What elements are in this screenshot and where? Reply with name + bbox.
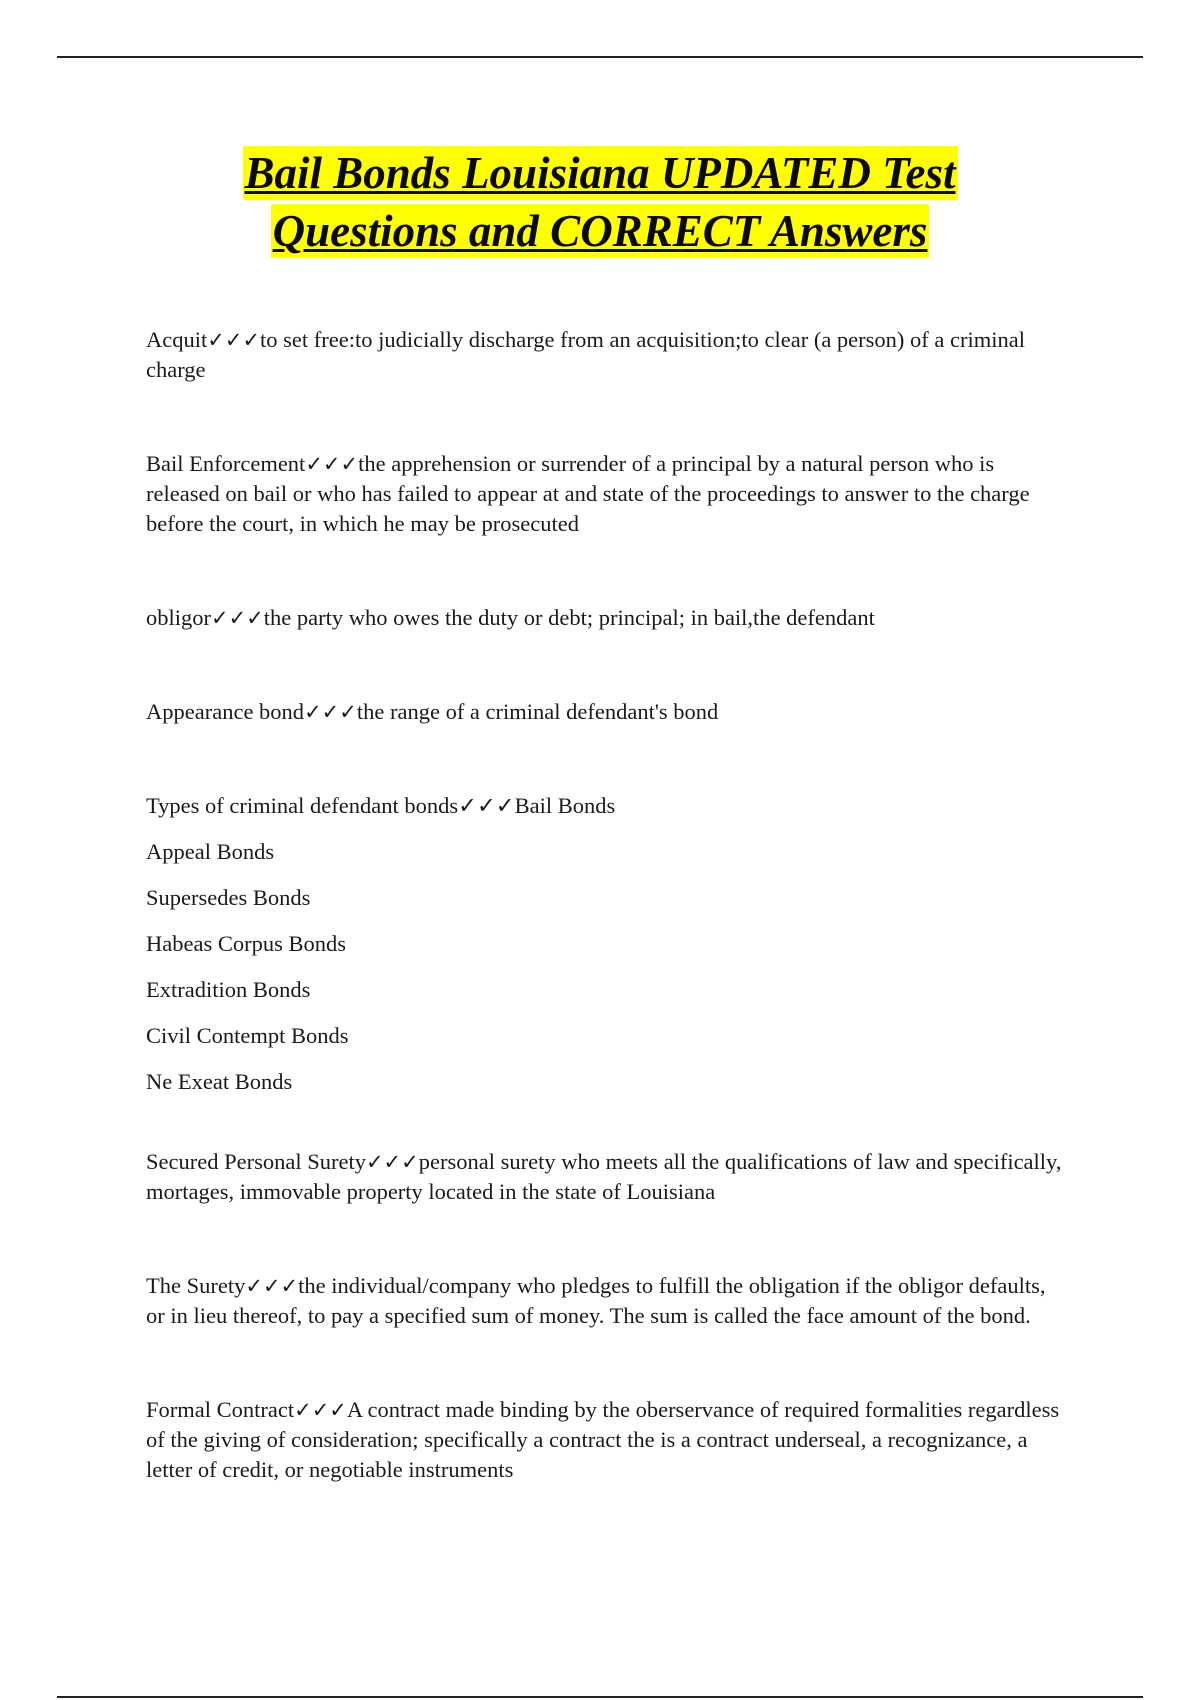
entry-term: Appearance bond — [146, 699, 305, 724]
check-marks-icon: ✓✓✓ — [294, 1398, 347, 1422]
entry-definition: to set free:to judicially discharge from an acquisition;to clear (a person) of a criminal charge — [146, 327, 1025, 382]
check-marks-icon: ✓✓✓ — [458, 793, 515, 818]
bottom-rule — [57, 1696, 1143, 1698]
list-item: Ne Exeat Bonds — [146, 1069, 293, 1094]
entry-formal-contract — [146, 1395, 1066, 1485]
entry-term: obligor — [146, 605, 211, 630]
entry-definition: the apprehension or surrender of a principal by a natural person who is released on bail or who has failed to appear at and state of the proceedings to answer to the charge before the court, in which he may be prosecuted — [146, 451, 1030, 536]
title-line-1: Bail Bonds Louisiana UPDATED Test — [244, 148, 956, 198]
list-item: Appeal Bonds — [146, 839, 275, 864]
check-marks-icon: ✓✓✓ — [207, 328, 261, 352]
entry-term: Bail Enforcement — [146, 451, 306, 476]
check-marks-icon: ✓✓✓ — [304, 700, 357, 724]
entry-term: Secured Personal Surety — [146, 1149, 366, 1174]
list-item: Civil Contempt Bonds — [146, 1023, 349, 1048]
entry-definition: the party who owes the duty or debt; principal; in bail,the defendant — [263, 605, 875, 630]
top-rule — [57, 56, 1143, 58]
check-marks-icon: ✓✓✓ — [365, 1150, 419, 1174]
entry-appearance-bond — [146, 697, 1066, 727]
entry-term: Acquit — [146, 327, 208, 352]
entry-definition: Bail Bonds — [514, 793, 616, 818]
check-marks-icon: ✓✓✓ — [245, 1274, 299, 1298]
entry-acquit — [146, 325, 1066, 385]
entry-types-of-bonds — [146, 791, 1066, 1113]
entry-term: Formal Contract — [146, 1397, 295, 1422]
qa-list — [146, 325, 1066, 1485]
document-title — [0, 146, 1200, 262]
entry-bail-enforcement — [146, 449, 1066, 539]
entry-secured-personal-surety — [146, 1147, 1066, 1207]
entry-the-surety — [146, 1271, 1066, 1331]
check-marks-icon: ✓✓✓ — [305, 452, 359, 476]
entry-definition: A contract made binding by the oberservance of required formalities regardless of the giving of consideration; specifically a contract the is a contract underseal, a recognizance, a letter of credit, or negotiable instruments — [146, 1397, 1060, 1482]
entry-heading — [146, 791, 1066, 837]
list-item: Extradition Bonds — [146, 977, 311, 1002]
list-item: Habeas Corpus Bonds — [146, 931, 346, 956]
entry-term: The Surety — [146, 1273, 246, 1298]
check-marks-icon: ✓✓✓ — [211, 606, 264, 630]
entry-definition: the range of a criminal defendant's bond — [356, 699, 719, 724]
entry-term: Types of criminal defendant bonds — [146, 793, 459, 818]
title-line-2: Questions and CORRECT Answers — [272, 206, 928, 256]
list-item: Supersedes Bonds — [146, 885, 311, 910]
entry-definition: the individual/company who pledges to fulfill the obligation if the obligor defaults, or in lieu thereof, to pay a specified sum of money. The sum is called the face amount of the bond. — [146, 1273, 1046, 1328]
entry-obligor — [146, 603, 1066, 633]
entry-definition: personal surety who meets all the qualifications of law and specifically, mortages, immovable property located in the state of Louisiana — [146, 1149, 1062, 1204]
